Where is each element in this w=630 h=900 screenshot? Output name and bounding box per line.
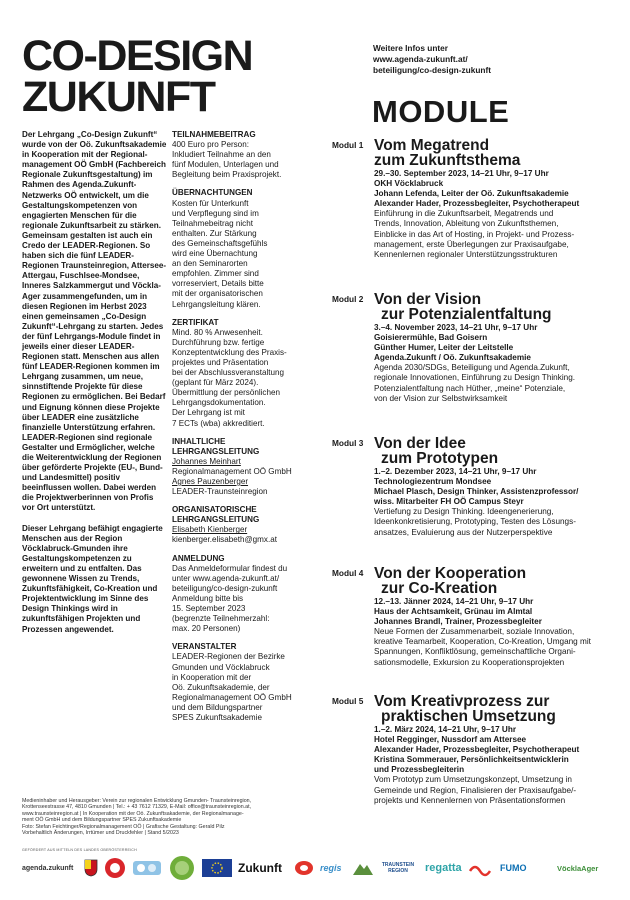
uebernachtung-section [172, 188, 322, 309]
contact-name-link[interactable]: Agnes Pauzenberger [172, 477, 249, 486]
page-title [22, 32, 253, 121]
module-title-line: Vom Kreativprozess zur [374, 693, 550, 710]
imprint [22, 798, 322, 836]
fumo-logo-text: FUMO [500, 863, 527, 873]
module-heading: MODULE [372, 94, 510, 129]
module-trainer: wiss. Mitarbeiter FH OÖ Campus Steyr [374, 497, 524, 507]
text-line: Übermittlung der persönlichen [172, 388, 280, 398]
regis-logo-text: regis [320, 863, 342, 873]
module-text: Neue Formen der Zusammenarbeit, soziale Innovation, [374, 627, 575, 637]
imprint-line: Krottenseestrasse 47, 4810 Gmunden | Tel.: + 43 7612 71329, E-Mail: office@traunsteinregion.at, [22, 804, 252, 811]
module-number: Modul 5 [332, 696, 364, 706]
logo-bar [22, 855, 622, 881]
zukunft-logo [238, 855, 282, 881]
traunsteinregion-logo [378, 855, 418, 881]
partner-mountain-icon [352, 855, 374, 881]
text-line: 15. September 2023 [172, 604, 246, 614]
module-title-line: zum Zukunftsthema [374, 152, 521, 169]
text-line: (geplant für März 2024). [172, 378, 259, 388]
module-title [374, 138, 520, 168]
module-number: Modul 4 [332, 568, 364, 578]
module-text: projekts und Kennenlernen von Präsentationsformen [374, 795, 566, 805]
text-line: Lehrgangsdokumentation. [172, 398, 266, 408]
module-body [374, 169, 622, 260]
traunsteinregion-logo-text: TRAUNSTEIN REGION [381, 862, 415, 874]
text-line: LEADER-Traunsteinregion [172, 487, 268, 497]
section-heading: LEHRGANGSLEITUNG [172, 515, 260, 525]
module-location: OKH Vöcklabruck [374, 179, 444, 189]
module-title-line: Vom Megatrend [374, 137, 490, 154]
text-line: Das Anmeldeformular findest du [172, 563, 288, 573]
oe-zukunftsakademie-icon [104, 855, 126, 881]
intro-column [22, 130, 167, 645]
voecklaager-logo [557, 855, 598, 881]
text-line: Regionalmanagement OÖ GmbH [172, 466, 292, 476]
section-heading: ORGANISATORISCHE [172, 505, 257, 515]
voecklaager-logo-text: VöcklaAger [557, 863, 599, 873]
module-title [374, 292, 552, 322]
module-date: 12.–13. Jänner 2024, 14–21 Uhr, 9–17 Uhr [374, 597, 534, 606]
module-body [374, 467, 622, 538]
module-text: sationsmodelle, Exkursion zu Kooperationsprojekten [374, 657, 565, 667]
text-line: Begleitung beim Praxisprojekt. [172, 170, 282, 180]
section-heading: LEHRGANGSLEITUNG [172, 446, 260, 456]
section-heading: TEILNAHMEBEITRAG [172, 130, 256, 139]
module-title-line: zur Potenzialentfaltung [381, 306, 552, 323]
module-location: Technologiezentrum Mondsee [374, 477, 492, 487]
module-trainer: Alexander Hader, Prozessbegleiter, Psychotherapeut [374, 199, 580, 209]
text-line: 7 ECTs (wba) akkreditiert. [172, 418, 265, 428]
text-line: vorreserviert, Details bitte [172, 279, 264, 289]
module-text: Kennenlernen regionaler Unterstützungsstrukturen [374, 249, 558, 259]
module-text: Agenda 2030/SDGs, Beteiligung und Agenda.Zukunft, [374, 363, 570, 373]
module-title-line: Von der Kooperation [374, 565, 527, 582]
text-line: Lehrgangsleitung klären. [172, 299, 261, 309]
regis-logo [320, 855, 342, 881]
contact-name-link[interactable]: Johannes Meinhart [172, 456, 241, 466]
module-number: Modul 3 [332, 438, 364, 448]
imprint-line: ment OÖ GmbH und dem Bildungspartner SPES Zukunftsakademie [22, 817, 182, 824]
text-line: (begrenzte Teilnehmerzahl: [172, 614, 270, 624]
veranstalter-section [172, 642, 322, 723]
module-text: von der Vision zur Selbstwirksamkeit [374, 393, 508, 403]
imprint-line: Vorbehaltlich Änderungen, Irrtümer und Druckfehler | Stand 5/2023 [22, 830, 179, 837]
module-location: Goisierermühle, Bad Goisern [374, 333, 488, 343]
module-title [374, 566, 526, 596]
module-trainer: Agenda.Zukunft / Oö. Zukunftsakademie [374, 353, 531, 363]
intro-paragraph-1: Der Lehrgang „Co-Design Zukunft“ wurde von der Oö. Zukunftsakademie in Kooperation mit der Regional-management OÖ GmbH (Fachbereich Regionale Zukunftsgestaltung) im Rahmen des Agenda.Zukunft-Netzwerks OÖ entwickelt, um die Gestaltungskompetenzen von engagierten Menschen für die regionale Zukunftsarbeit zu stärken. Gemeinsam gestalten ist auch ein Credo der LEADER-Regionen. So haben sich die fünf LEADER-Regionen Traunsteinregion, Attersee-Attergau, Fuschlsee-Mondsee, Inneres Salzkammergut und Vöckla-Ager zusammengefunden, um in diesen Regionen im Herbst 2023 einen gemeinsamen „Co-Design Zukunft“-Lehrgang zu starten. Jedes der fünf Lehrgangs-Module findet in jeweils einer dieser LEADER-Regionen statt. Menschen aus allen fünf LEADER-Regionen kommen im Lehrgang zusammen, um neue, sinnstiftende Projekte für diese Regionen zu ermöglichen. Bei Bedarf und Eignung können diese Projekte über LEADER eine zusätzliche finanzielle Unterstützung erfahren. LEADER-Regionen sind regionale Gestalter und Ermöglicher, welche die Weiterentwicklung der Regionen über geförderte Projekte (EU-, Bund- und Landesmittel) positiv beeinflussen wollen. Dabei werden die Projektwerberinnen von Profis vor Ort unterstützt. [22, 130, 167, 513]
land-ooe-crest-icon [84, 855, 98, 881]
text-line: Anmeldung bitte bis [172, 593, 244, 603]
module-title-line: Von der Idee [374, 435, 466, 452]
module-title-line: zum Prototypen [381, 450, 499, 467]
zertifikat-section [172, 318, 322, 429]
inhaltliche-leitung-section [172, 437, 322, 498]
module-title [374, 436, 498, 466]
module-trainer: Günther Humer, Leiter der Leitstelle [374, 343, 514, 353]
module-title-line: zur Co-Kreation [381, 580, 498, 597]
module-text: Spannungen, Konfliktlösung, gemeinschaftliche Organi- [374, 647, 576, 657]
module-location: Hotel Regginger, Nussdorf am Attersee [374, 735, 527, 745]
text-line: in Kooperation mit der [172, 672, 252, 682]
module-location: Haus der Achtsamkeit, Grünau im Almtal [374, 607, 533, 617]
section-heading: INHALTLICHE [172, 436, 226, 446]
text-line: Regionalmanagement OÖ GmbH [172, 692, 292, 702]
module-body [374, 323, 622, 404]
module-text: Vom Prototyp zum Umsetzungskonzept, Umsetzung in [374, 775, 572, 785]
info-block [373, 43, 491, 76]
regionalmanagement-icon [132, 855, 162, 881]
module-trainer: Johann Lefenda, Leiter der Oö. Zukunftsakademie [374, 189, 569, 199]
imprint-line: www.traunsteinregion.at | In Kooperation mit der Oö. Zukunftsakademie, der Regionalmanage- [22, 810, 244, 817]
text-line: LEADER-Regionen der Bezirke [172, 652, 285, 662]
fumo-logo [500, 855, 527, 881]
text-line: Oö. Zukunftsakademie, der [172, 682, 270, 692]
module-title-line: Von der Vision [374, 291, 482, 308]
text-line: enthalten. Zur Stärkung [172, 228, 257, 238]
module-date: 3.–4. November 2023, 14–21 Uhr, 9–17 Uhr [374, 323, 538, 332]
text-line: und Verpflegung sind im [172, 208, 259, 218]
partner-logo-icon [294, 855, 314, 881]
agenda-zukunft-logo-text: agenda.zukunft [22, 864, 74, 872]
module-text: Gemeinde und Region, Finalisieren der Praxisaufgabe/- [374, 785, 577, 795]
module-date: 1.–2. Dezember 2023, 14–21 Uhr, 9–17 Uhr [374, 467, 537, 476]
imprint-line: Medieninhaber und Herausgeber: Verein zur regionalen Entwicklung Gmunden- Traunsteinregion, [22, 798, 252, 804]
text-line: mit der organisatorischen [172, 289, 263, 299]
section-heading: ZERTIFIKAT [172, 317, 219, 327]
text-line: projektes und Präsentation [172, 357, 269, 367]
module-trainer: Johannes Brandl, Trainer, Prozessbegleiter [374, 617, 542, 627]
module-trainer: Michael Plasch, Design Thinker, Assistenzprofessor/ [374, 487, 579, 497]
module-trainer: und Prozessbegleiterin [374, 765, 465, 775]
text-line: Der Lehrgang ist mit [172, 408, 245, 418]
text-line: bei der Abschlussveranstaltung [172, 368, 285, 378]
intro-paragraph-2: Dieser Lehrgang befähigt engagierte Menschen aus der Region Vöcklabruck-Gmunden ihre Gestaltungskompetenzen zu erweitern und zu entfalten. Das gewonnene Wissen zu Trends, Zukunftsfähigkeit, Co-Kreation und Projektentwicklung im Sinne des Design Thinkings wird in zukunftsfähigen Projekten und Prozessen angewendet. [22, 523, 163, 634]
module-text: regionale Innovationen, Einführung zu Design Thinking. [374, 373, 576, 383]
zukunft-logo-text: Zukunft [238, 861, 282, 875]
module-title [374, 694, 556, 724]
text-line: Mind. 80 % Anwesenheit. [172, 327, 263, 337]
text-line: an den Seminarorten [172, 259, 248, 269]
module-trainer: Alexander Hader, Prozessbegleiter, Psychotherapeut [374, 745, 580, 755]
registration-link[interactable]: beteiligung/co-design-zukunft [172, 583, 278, 593]
module-text: Einführung in die Zukunftsarbeit, Megatrends und [374, 209, 554, 219]
section-heading: ANMELDUNG [172, 553, 225, 563]
text-line: max. 20 Personen) [172, 624, 241, 634]
teilnahme-section [172, 130, 322, 180]
regatta-logo-text: regatta [425, 862, 462, 874]
module-date: 1.–2. März 2024, 14–21 Uhr, 9–17 Uhr [374, 725, 517, 734]
info-link[interactable]: beteiligung/co-design-zukunft [373, 65, 491, 75]
module-title-line: praktischen Umsetzung [381, 708, 556, 725]
text-line: SPES Zukunftsakademie [172, 712, 262, 722]
agenda-zukunft-logo [22, 855, 73, 881]
module-body [374, 725, 622, 806]
anmeldung-section [172, 554, 322, 635]
title-line-2: ZUKUNFT [22, 73, 215, 121]
organisatorische-leitung-section [172, 505, 322, 545]
email-link[interactable]: kienberger.elisabeth@gmx.at [172, 535, 277, 545]
text-line: wird eine Übernachtung [172, 249, 258, 259]
module-text: management, erste Überlegungen zur Praxisaufgabe, [374, 239, 569, 249]
text-line: Gmunden und Vöcklabruck [172, 662, 270, 672]
registration-link[interactable]: unter www.agenda-zukunft.at/ [172, 573, 280, 583]
module-body [374, 597, 622, 668]
section-heading: VERANSTALTER [172, 642, 237, 652]
module-date: 29.–30. September 2023, 14–21 Uhr, 9–17 Uhr [374, 169, 549, 178]
text-line: Inkludiert Teilnahme an den [172, 150, 271, 160]
module-text: kreative Teamarbeit, Kooperation, Co-Kreation, Umgang mit [374, 637, 591, 647]
text-line: Durchführung bzw. fertige [172, 337, 265, 347]
section-heading: ÜBERNACHTUNGEN [172, 188, 253, 198]
text-line: empfohlen. Zimmer sind [172, 269, 259, 279]
text-line: Konzeptentwicklung des Praxis- [172, 347, 287, 357]
text-line: 400 Euro pro Person: [172, 140, 249, 150]
regatta-logo [425, 855, 462, 881]
module-text: Einblicke in das Art of Hosting, in Projekt- und Prozess- [374, 229, 575, 239]
text-line: Kosten für Unterkunft [172, 198, 249, 208]
module-text: Trends, Innovation, Ableitung von Zukunftsthemen, [374, 219, 559, 229]
text-line: des Gemeinschaftsgefühls [172, 238, 268, 248]
info-link[interactable]: www.agenda-zukunft.at/ [373, 54, 468, 64]
partner-wave-icon [469, 855, 491, 881]
info-line: Weitere Infos unter [373, 43, 448, 53]
module-text: Vertiefung zu Design Thinking. Ideengenerierung, [374, 507, 554, 517]
spes-icon [169, 855, 195, 881]
text-line: fünf Modulen, Unterlagen und [172, 160, 279, 170]
module-number: Modul 2 [332, 294, 364, 304]
details-column [172, 130, 322, 731]
text-line: Teilnahmebeitrag nicht [172, 218, 253, 228]
module-text: Potenzialentfaltung nach Hüther, „meine“ Potenziale, [374, 383, 566, 393]
module-number: Modul 1 [332, 140, 364, 150]
eu-leader-icon [202, 855, 232, 881]
module-text: Ideenkonkretisierung, Prototyping, Testen des Lösungs- [374, 517, 576, 527]
title-line-1: CO-DESIGN [22, 32, 253, 80]
text-line: und dem Bildungspartner [172, 702, 263, 712]
module-text: ansatzes, Evaluierung aus der Nutzerperspektive [374, 527, 553, 537]
imprint-line: Foto: Stefan Feichtinger/Regionalmanagement OÖ | Grafische Gestaltung: Gerald Pilz [22, 823, 225, 830]
contact-name-link[interactable]: Elisabeth Kienberger [172, 525, 248, 535]
sponsor-label: GEFÖRDERT AUS MITTELN DES LANDES OBERÖSTERREICH [22, 848, 137, 852]
module-trainer: Kristina Sommerauer, Persönlichkeitsentwicklerin [374, 755, 569, 765]
